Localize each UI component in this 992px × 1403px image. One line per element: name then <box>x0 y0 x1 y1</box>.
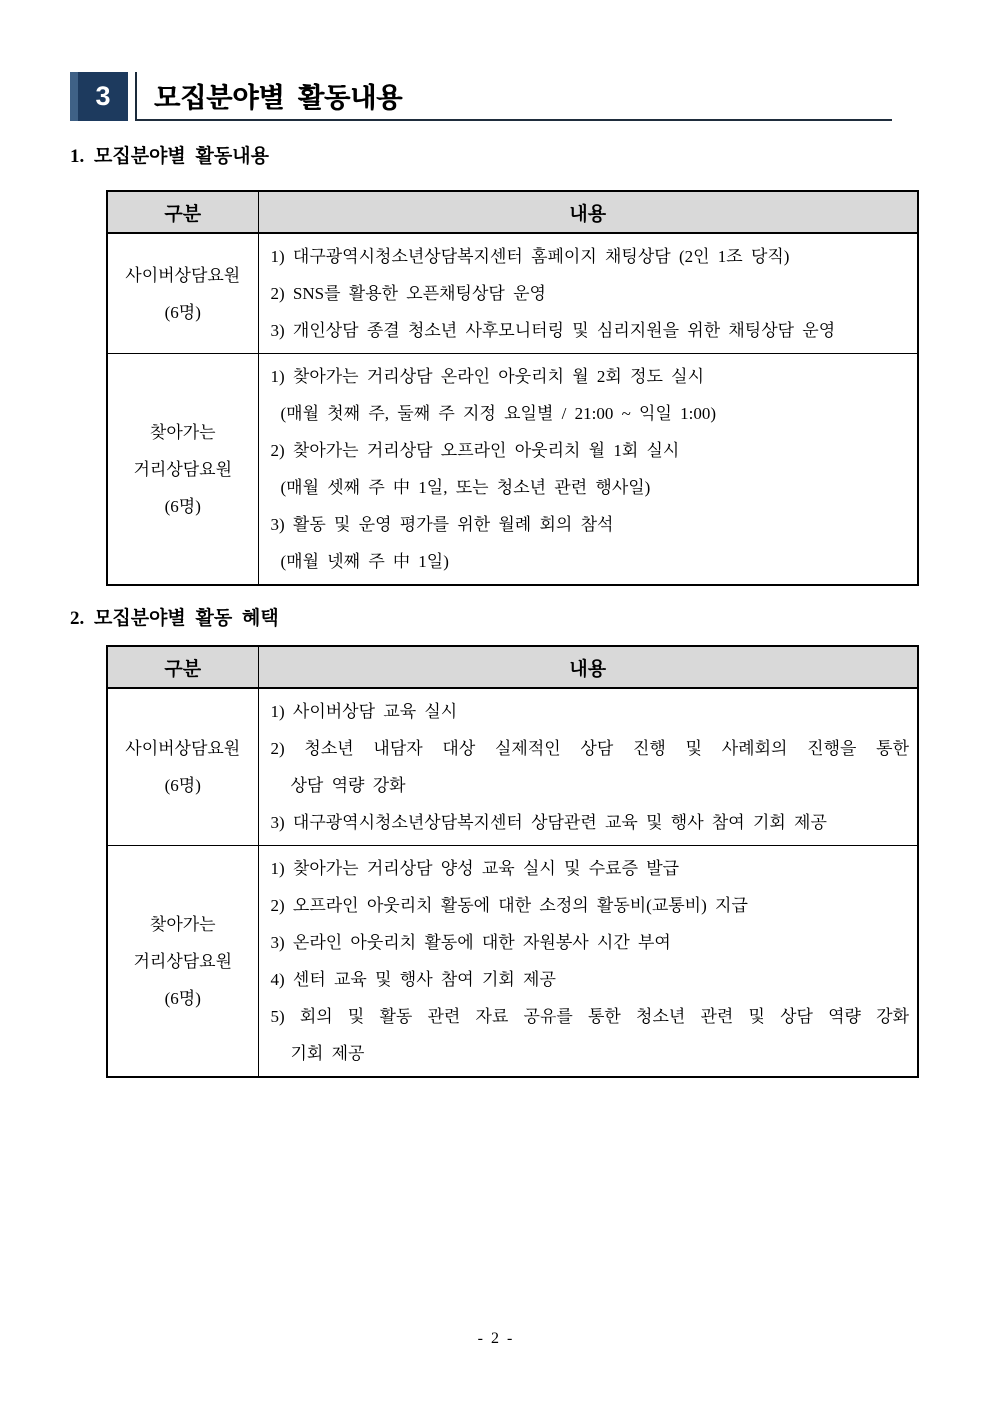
activity-table <box>106 190 919 586</box>
content-line: 1) 대구광역시청소년상담복지센터 홈페이지 채팅상담 (2인 1조 당직) <box>270 247 790 266</box>
section-banner <box>70 72 892 121</box>
row-content-cell <box>258 688 918 846</box>
section-number: 3 <box>95 81 111 111</box>
content-line: 2) 오프라인 아웃리치 활동에 대한 소정의 활동비(교통비) 지급 <box>270 896 748 915</box>
table-row <box>107 688 918 846</box>
content-line: 3) 활동 및 운영 평가를 위한 월례 회의 참석 <box>270 515 614 534</box>
row-category-cell <box>107 846 258 1078</box>
content-line: 1) 찾아가는 거리상담 온라인 아웃리치 월 2회 정도 실시 <box>270 367 705 386</box>
section-title-block <box>135 72 892 121</box>
content-line: (매월 셋째 주 中 1일, 또는 청소년 관련 행사일) <box>280 478 651 497</box>
page-number: - 2 - <box>477 1330 515 1347</box>
category-line: (6명) <box>164 302 201 322</box>
content-line: 1) 찾아가는 거리상담 양성 교육 실시 및 수료증 발급 <box>270 859 680 878</box>
section-number-badge <box>70 72 128 121</box>
category-line: 찾아가는 <box>149 914 216 934</box>
table-row <box>107 354 918 586</box>
table-header-row <box>107 191 918 233</box>
table-header-row <box>107 646 918 688</box>
content-line: 3) 대구광역시청소년상담복지센터 상담관련 교육 및 행사 참여 기회 제공 <box>270 813 827 832</box>
section-1-heading: 1. 모집분야별 활동내용 <box>70 146 269 167</box>
row-content-cell <box>258 846 918 1078</box>
content-line: 상담 역량 강화 <box>290 776 406 795</box>
content-line: 2) 찾아가는 거리상담 오프라인 아웃리치 월 1회 실시 <box>270 441 680 460</box>
row-category-cell <box>107 354 258 586</box>
category-line: (6명) <box>164 496 201 516</box>
content-line: 2) SNS를 활용한 오픈채팅상담 운영 <box>270 284 546 303</box>
table-row <box>107 233 918 354</box>
row-content-cell <box>258 354 918 586</box>
category-line: (6명) <box>164 988 201 1008</box>
content-line: (매월 첫째 주, 둘째 주 지정 요일별 / 21:00 ~ 익일 1:00) <box>280 404 717 423</box>
category-line: 거리상담요원 <box>133 459 233 479</box>
content-line: (매월 넷째 주 中 1일) <box>280 552 449 571</box>
content-line: 3) 개인상담 종결 청소년 사후모니터링 및 심리지원을 위한 채팅상담 운영 <box>270 321 836 340</box>
col-header-category: 구분 <box>107 191 258 233</box>
content-line: 기회 제공 <box>290 1044 365 1063</box>
category-line: 찾아가는 <box>149 422 216 442</box>
col-header-category: 구분 <box>107 646 258 688</box>
row-category-cell <box>107 233 258 354</box>
section-2-heading: 2. 모집분야별 활동 혜택 <box>70 608 279 629</box>
content-line: 3) 온라인 아웃리치 활동에 대한 자원봉사 시간 부여 <box>270 933 671 952</box>
benefit-table <box>106 645 919 1078</box>
content-line: 4) 센터 교육 및 행사 참여 기회 제공 <box>270 970 556 989</box>
category-line: (6명) <box>164 776 201 795</box>
col-header-content: 내용 <box>258 646 918 688</box>
category-line: 사이버상담요원 <box>125 739 241 758</box>
content-line: 5) 회의 및 활동 관련 자료 공유를 통한 청소년 관련 및 상담 역량 강화 <box>270 1007 909 1026</box>
category-line: 거리상담요원 <box>133 951 233 971</box>
content-line: 1) 사이버상담 교육 실시 <box>270 702 458 721</box>
row-category-cell <box>107 688 258 846</box>
category-line: 사이버상담요원 <box>125 265 241 285</box>
content-line: 2) 청소년 내담자 대상 실제적인 상담 진행 및 사례회의 진행을 통한 <box>270 739 909 758</box>
row-content-cell <box>258 233 918 354</box>
table-row <box>107 846 918 1078</box>
col-header-content: 내용 <box>258 191 918 233</box>
page-title: 모집분야별 활동내용 <box>154 83 403 113</box>
